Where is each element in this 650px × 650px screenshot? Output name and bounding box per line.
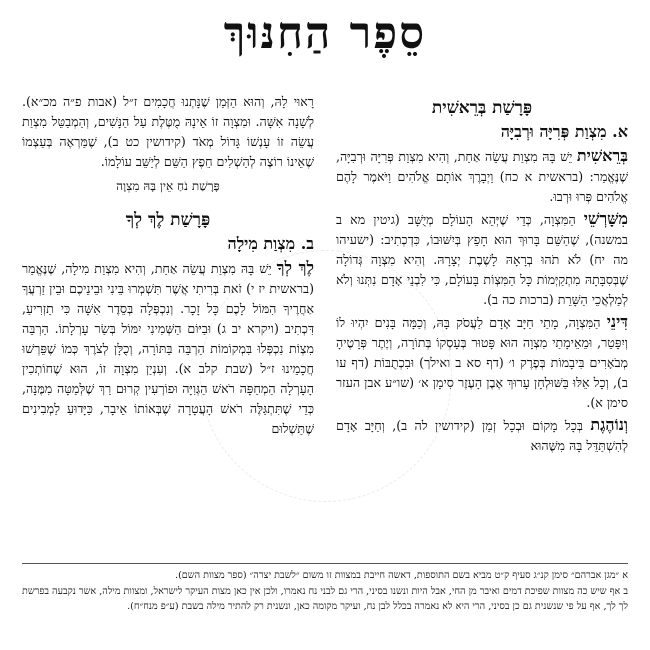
footnote-divider bbox=[22, 563, 628, 564]
noach-note: פָּרָשַׁת נֹחַ אֵין בָּהּ מִצְוָה bbox=[116, 179, 220, 193]
section-title-bereishit: פָּרָשַׁת בְּרֵאשִׁית bbox=[431, 98, 533, 118]
paragraph-2-lead: מִשָּׁרְשֵׁי bbox=[583, 209, 628, 228]
paragraph-3-lead: דִּינֵי bbox=[606, 312, 628, 331]
paragraph-5-lead: לֶךְ לְךָ bbox=[276, 258, 314, 277]
footnotes bbox=[22, 568, 628, 615]
footnote-2: ב אף שיש כה מצוות שפיכת דמים ואיבר מן החי, אבל היות ונשנו בסיני, הרי גם לבני נח נאמרו, ולכן אין כאן מצות העיקר לישראל, ומצוות מילה, אשר נקבעה בפרשת לך לך, אף על פי שנשנית גם כן בסיני, הרי היא לא נאמרה בכלל לבן נח, ועיקר מקומה כאן, ונשנית רק להתיר מילה בשבת (ע״פ מנח״ח). bbox=[22, 585, 628, 612]
paragraph-4 bbox=[336, 415, 628, 456]
right-column bbox=[336, 92, 628, 458]
paragraph-5-text: יֵשׁ בָּהּ מִצְוַת עֲשֵׂה אַחַת, וְהִיא מִצְוַת מִילָה, שֶׁנֶּאֱמַר (בראשית יז י) זֹאת בְּרִיתִי אֲשֶׁר תִּשְׁמְרוּ בֵּינִי וּבֵינֵיכֶם וּבֵין זַרְעֲךָ אַחֲרֶיךָ הִמּוֹל לָכֶם כָּל זָכָר. וְנִכְפְּלָה בְּסֵדֶר אִשָּׁה כִּי תַזְרִיעַ, דִּכְתִיב (ויקרא יב ג) וּבַיּוֹם הַשְּׁמִינִי יִמּוֹל בְּשַׂר עָרְלָתוֹ. הַרְבֵּה מִצְוֹת נִכְפְּלוּ בִּמְקוֹמוֹת הַרְבֵּה בַּתּוֹרָה, וְכֻלָּן לְצֹרֶךְ כְּמוֹ שֶׁפֵּרְשׁוּ חֲכָמֵינוּ ז״ל (שבת קלב א). וְעִנְיַן מִצְוָה זוֹ, הוּא שֶׁחוֹתְכִין הָעָרְלָה הַמְחַפָּה רֹאשׁ הַגְּוִיָּה וּפוֹרְעִין קְרוּם רַךְ שֶׁלְּמַטָּה מִמֶּנָּה, כְּדֵי שֶׁתִּתְגַּלֶּה רֹאשׁ הָעֲטָרָה שֶׁבְּאוֹתוֹ אֵיבָר, כַּיָּדוּעַ לַמְבִינִים שֶׁתַּשְׁלוּם bbox=[22, 261, 314, 436]
paragraph-2-text: הַמִּצְוָה, כְּדֵי שֶׁיְּהֵא הָעוֹלָם מְיֻשָּׁב (גיטין מא ב במשנה), שֶׁהַשֵּׁם בָּרוּךְ הוּא חָפֵץ בְּיִשּׁוּבוֹ, כִּדְכְתִיב: (ישעיהו מה יח) לֹא תֹהוּ בְרָאָהּ לָשֶׁבֶת יְצָרָהּ. וְהִיא מִצְוָה גְּדוֹלָה שֶׁבְּסִבָּתָהּ מִתְקַיְּמוֹת כָּל הַמִּצְוֹת בָּעוֹלָם, כִּי לִבְנֵי אָדָם נִתְּנוּ וְלֹא לְמַלְאֲכֵי הַשָּׁרֵת (ברכות כה ב). bbox=[336, 212, 628, 307]
left-column bbox=[22, 92, 314, 441]
paragraph-5 bbox=[22, 258, 314, 439]
paragraph-1-text: יֵשׁ בָּהּ מִצְוַת עֲשֵׂה אַחַת, וְהִיא מִצְוַת פְּרִיָּה וּרְבִיָּה, שֶׁנֶּאֱמַר: (בראשית א כח) וַיְבָרֶךְ אוֹתָם אֱלֹהִים וַיֹּאמֶר לָהֶם אֱלֹהִים פְּרוּ וּרְבוּ. bbox=[336, 149, 628, 204]
paragraph-3 bbox=[336, 312, 628, 413]
paragraph-1-lead: בְּרֵאשִׁית bbox=[576, 146, 628, 165]
section-title-lech-lecha: פָּרָשַׁת לֶךְ לְךָ bbox=[125, 210, 211, 230]
mitzvah-title-2: ב. מִצְוַת מִילָה bbox=[227, 234, 314, 253]
paragraph-continued: רָאוּי לָהּ, וְהוּא הַזְּמַן שֶׁנָּתְנוּ חֲכָמִים ז״ל (אבות פ״ה מכ״א). לְשָׁנָה אִשָּׁה. וּמִצְוָה זוֹ אֵינָהּ מֻטֶּלֶת עַל הַנָּשִׁים, וְהַמְבַטֵּל מִצְוַת עֲשֵׂה זוֹ עָנְשׁוֹ גָּדוֹל מְאֹד (קידושין כט ב), שֶׁמַּרְאֶה בְּעַצְמוֹ שֶׁאֵינוֹ רוֹצֶה לְהַשְׁלִים חֵפֶץ הַשֵּׁם לְיַשֵּׁב עוֹלָמוֹ. bbox=[22, 94, 314, 169]
paragraph-4-text: בְּכָל מָקוֹם וּבְכָל זְמַן (קידושין לה ב), וְחַיָּב אָדָם לְהִשְׁתַּדֵּל בָּהּ מִשֶּׁהוּא bbox=[336, 418, 628, 453]
paragraph-4-lead: וְנוֹהֶגֶת bbox=[590, 415, 628, 434]
paragraph-2 bbox=[336, 209, 628, 310]
footnote-1: א ״מגן אברהם״ סימן קנ״ג סעיף ק״ט מביא בשם התוספות, דאשה חייבת במצוות זו משום ״לשבת יצרה״ (ספר מצוות השם). bbox=[175, 570, 628, 581]
paragraph-3-text: הַמִּצְוָה, מָתַי חַיָּב אָדָם לַעֲסֹק בָּהּ, וְכַמָּה בָּנִים יִהְיוּ לוֹ וְיִפָּטֵר, וּמֵאֵימָתַי מִצְוָה הוּא פָּטוּר בְּעָסְקוֹ בְּתוֹרָה, וְיֶתֶר פְּרָטֶיהָ מְבֹאָרִים בִּיבָמוֹת בְּפֶרֶק ו׳ (דף סא ב ואילך) וּבִכְתֻבּוֹת (דף עו ב), וְכָל אֵלּוּ בַּשּׁוּלְחָן עָרוּךְ אֶבֶן הָעֶזֶר סִימָן א׳ (שו״ע אבן העזר סימן א). bbox=[336, 315, 628, 410]
page-title: סֵפֶר הַחִנּוּךְ bbox=[223, 8, 427, 59]
mitzvah-title-1: א. מִצְוַת פְּרִיָּה וּרְבִיָּה bbox=[500, 122, 628, 141]
paragraph-1 bbox=[336, 146, 628, 207]
